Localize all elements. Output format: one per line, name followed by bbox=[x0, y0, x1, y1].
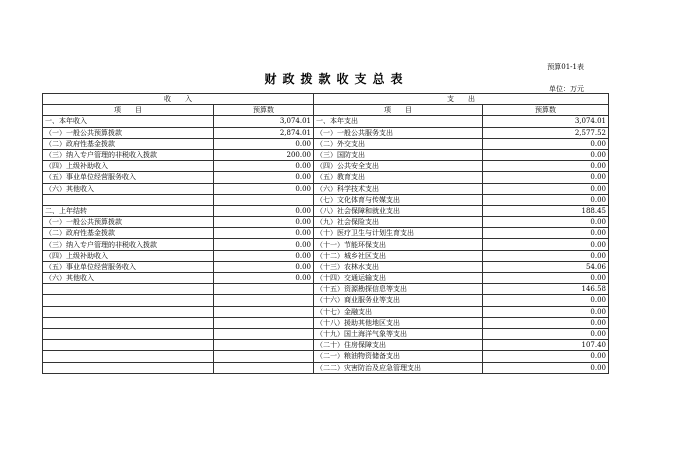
income-amount-cell: 0.00 bbox=[214, 172, 314, 183]
table-row bbox=[43, 351, 609, 362]
expense-item-cell: （二二）灾害防治及应急管理支出 bbox=[314, 362, 483, 373]
table-row bbox=[43, 194, 609, 205]
expense-item-cell: （二十）住房保障支出 bbox=[314, 340, 483, 351]
income-amount-cell bbox=[214, 351, 314, 362]
table-row bbox=[43, 161, 609, 172]
income-item-cell bbox=[43, 194, 214, 205]
income-amount-cell: 0.00 bbox=[214, 183, 314, 194]
income-amount-cell bbox=[214, 328, 314, 339]
table-row bbox=[43, 250, 609, 261]
expense-item-cell: （十二）城乡社区支出 bbox=[314, 250, 483, 261]
income-item-cell bbox=[43, 306, 214, 317]
expense-amount-cell: 0.00 bbox=[483, 183, 609, 194]
expense-item-cell: （十四）交通运输支出 bbox=[314, 273, 483, 284]
expense-item-cell: （四）公共安全支出 bbox=[314, 161, 483, 172]
income-amount-cell: 0.00 bbox=[214, 261, 314, 272]
income-item-cell: （三）纳入专户管理的非税收入拨款 bbox=[43, 239, 214, 250]
expense-item-cell: （二）外交支出 bbox=[314, 138, 483, 149]
income-item-cell: （二）政府性基金拨款 bbox=[43, 228, 214, 239]
income-item-cell bbox=[43, 328, 214, 339]
expense-amount-cell: 0.00 bbox=[483, 217, 609, 228]
income-amount-cell: 0.00 bbox=[214, 228, 314, 239]
expense-amount-cell: 188.45 bbox=[483, 205, 609, 216]
income-item-cell: （五）事业单位经营服务收入 bbox=[43, 261, 214, 272]
table-row bbox=[43, 362, 609, 373]
expense-item-cell: 一、本年支出 bbox=[314, 116, 483, 127]
expense-item-cell: （十一）节能环保支出 bbox=[314, 239, 483, 250]
income-item-cell bbox=[43, 351, 214, 362]
income-amount-cell: 2,874.01 bbox=[214, 127, 314, 138]
table-row bbox=[43, 183, 609, 194]
expense-amount-cell: 0.00 bbox=[483, 239, 609, 250]
expense-item-cell: （十）医疗卫生与计划生育支出 bbox=[314, 228, 483, 239]
expense-item-header: 项 目 bbox=[314, 105, 483, 116]
expense-amount-cell: 0.00 bbox=[483, 138, 609, 149]
expense-item-cell: （十五）资源勘探信息等支出 bbox=[314, 284, 483, 295]
income-item-cell bbox=[43, 362, 214, 373]
expense-amount-cell: 0.00 bbox=[483, 161, 609, 172]
expense-amount-cell: 3,074.01 bbox=[483, 116, 609, 127]
income-item-cell bbox=[43, 340, 214, 351]
expense-section-header: 支 出 bbox=[314, 94, 609, 105]
table-row bbox=[43, 261, 609, 272]
budget-table bbox=[42, 93, 609, 374]
table-row bbox=[43, 149, 609, 160]
expense-amount-cell: 0.00 bbox=[483, 351, 609, 362]
expense-amount-header: 预算数 bbox=[483, 105, 609, 116]
income-amount-cell: 0.00 bbox=[214, 161, 314, 172]
income-item-cell: （二）政府性基金拨款 bbox=[43, 138, 214, 149]
income-amount-cell bbox=[214, 194, 314, 205]
expense-amount-cell: 0.00 bbox=[483, 317, 609, 328]
page-title: 财政拨款收支总表 bbox=[264, 72, 409, 86]
table-row bbox=[43, 284, 609, 295]
table-row bbox=[43, 317, 609, 328]
expense-item-cell: （十七）金融支出 bbox=[314, 306, 483, 317]
income-item-cell: （四）上级补助收入 bbox=[43, 250, 214, 261]
table-row bbox=[43, 228, 609, 239]
expense-item-cell: （十九）国土海洋气象等支出 bbox=[314, 328, 483, 339]
table-row bbox=[43, 205, 609, 216]
expense-amount-cell: 0.00 bbox=[483, 362, 609, 373]
income-item-cell: （六）其他收入 bbox=[43, 273, 214, 284]
expense-amount-cell: 54.06 bbox=[483, 261, 609, 272]
expense-amount-cell: 2,577.52 bbox=[483, 127, 609, 138]
table-row bbox=[43, 328, 609, 339]
income-amount-cell bbox=[214, 317, 314, 328]
expense-amount-cell: 0.00 bbox=[483, 194, 609, 205]
income-item-cell: 二、上年结转 bbox=[43, 205, 214, 216]
expense-item-cell: （八）社会保障和就业支出 bbox=[314, 205, 483, 216]
column-header-row bbox=[43, 105, 609, 116]
expense-item-cell: （一）一般公共服务支出 bbox=[314, 127, 483, 138]
table-row bbox=[43, 239, 609, 250]
table-body bbox=[43, 116, 609, 373]
income-item-cell bbox=[43, 295, 214, 306]
unit-label: 单位：万元 bbox=[549, 85, 584, 93]
expense-amount-cell: 0.00 bbox=[483, 295, 609, 306]
expense-item-cell: （二一）粮油物资储备支出 bbox=[314, 351, 483, 362]
expense-amount-cell: 0.00 bbox=[483, 328, 609, 339]
expense-amount-cell: 146.58 bbox=[483, 284, 609, 295]
income-item-cell: （一）一般公共预算拨款 bbox=[43, 127, 214, 138]
income-amount-cell: 200.00 bbox=[214, 149, 314, 160]
income-amount-cell: 0.00 bbox=[214, 205, 314, 216]
table-row bbox=[43, 116, 609, 127]
form-code: 预算01-1表 bbox=[547, 63, 584, 71]
expense-amount-cell: 0.00 bbox=[483, 172, 609, 183]
income-item-header: 项 目 bbox=[43, 105, 214, 116]
expense-amount-cell: 0.00 bbox=[483, 273, 609, 284]
expense-item-cell: （三）国防支出 bbox=[314, 149, 483, 160]
expense-amount-cell: 0.00 bbox=[483, 228, 609, 239]
income-item-cell: 一、本年收入 bbox=[43, 116, 214, 127]
income-section-header: 收 入 bbox=[43, 94, 314, 105]
expense-amount-cell: 0.00 bbox=[483, 306, 609, 317]
expense-item-cell: （六）科学技术支出 bbox=[314, 183, 483, 194]
income-amount-cell: 0.00 bbox=[214, 239, 314, 250]
table-row bbox=[43, 127, 609, 138]
income-amount-header: 预算数 bbox=[214, 105, 314, 116]
income-amount-cell: 3,074.01 bbox=[214, 116, 314, 127]
table-row bbox=[43, 138, 609, 149]
income-item-cell: （一）一般公共预算拨款 bbox=[43, 217, 214, 228]
expense-item-cell: （五）教育支出 bbox=[314, 172, 483, 183]
income-amount-cell: 0.00 bbox=[214, 217, 314, 228]
expense-amount-cell: 107.40 bbox=[483, 340, 609, 351]
expense-item-cell: （十三）农林水支出 bbox=[314, 261, 483, 272]
expense-item-cell: （十六）商业服务业等支出 bbox=[314, 295, 483, 306]
income-item-cell bbox=[43, 284, 214, 295]
income-amount-cell: 0.00 bbox=[214, 273, 314, 284]
table-row bbox=[43, 273, 609, 284]
income-amount-cell bbox=[214, 340, 314, 351]
income-item-cell: （六）其他收入 bbox=[43, 183, 214, 194]
expense-item-cell: （七）文化体育与传媒支出 bbox=[314, 194, 483, 205]
income-item-cell: （四）上级补助收入 bbox=[43, 161, 214, 172]
expense-amount-cell: 0.00 bbox=[483, 250, 609, 261]
table-row bbox=[43, 217, 609, 228]
income-amount-cell bbox=[214, 284, 314, 295]
income-amount-cell: 0.00 bbox=[214, 250, 314, 261]
income-item-cell: （三）纳入专户管理的非税收入拨款 bbox=[43, 149, 214, 160]
expense-amount-cell: 0.00 bbox=[483, 149, 609, 160]
section-header-row bbox=[43, 94, 609, 105]
table-row bbox=[43, 306, 609, 317]
income-item-cell: （五）事业单位经营服务收入 bbox=[43, 172, 214, 183]
income-item-cell bbox=[43, 317, 214, 328]
table-row bbox=[43, 340, 609, 351]
expense-item-cell: （九）社会保险支出 bbox=[314, 217, 483, 228]
income-amount-cell bbox=[214, 362, 314, 373]
income-amount-cell bbox=[214, 295, 314, 306]
income-amount-cell bbox=[214, 306, 314, 317]
table-row bbox=[43, 172, 609, 183]
table-row bbox=[43, 295, 609, 306]
income-amount-cell: 0.00 bbox=[214, 138, 314, 149]
expense-item-cell: （十八）援助其他地区支出 bbox=[314, 317, 483, 328]
